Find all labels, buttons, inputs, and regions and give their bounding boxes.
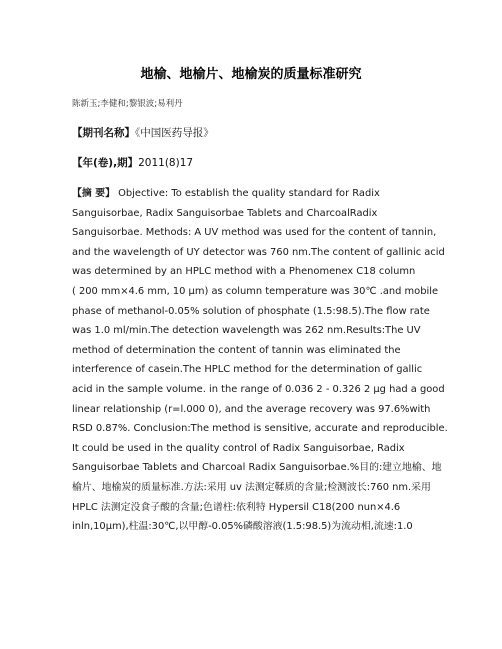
year-label: 【年(卷),期】 <box>72 157 139 169</box>
abstract-line-text: Objective: To establish the quality standard for Radix <box>118 188 380 199</box>
abstract-line: RSD 0.87%. Conclusion:The method is sensitive, accurate and reproducible. <box>72 423 448 435</box>
journal-row <box>72 125 214 140</box>
abstract-line: acid in the sample volume. in the range of 0.036 2 - 0.326 2 μg had a good <box>72 383 445 395</box>
abstract-line: 榆片、地榆炭的质量标准.方法:采用 uv 法测定鞣质的含量;检测波长:760 nm.采用 <box>72 481 431 493</box>
year-row <box>72 155 193 170</box>
abstract-line: Sanguisorbae. Methods: A UV method was used for the content of tannin, <box>72 227 437 239</box>
abstract-line: Sanguisorbae Tablets and Charcoal Radix Sanguisorbae.%目的:建立地榆、地 <box>72 462 442 474</box>
abstract-line: and the wavelength of UY detector was 760 nm.The content of gallinic acid <box>72 246 445 258</box>
abstract-label: 【摘 要】 <box>72 188 115 199</box>
abstract-block <box>72 184 448 537</box>
journal-label: 【期刊名称】 <box>72 127 135 139</box>
abstract-line: inln,10μm),柱温:30℃,以甲醇-0.05%磷酸溶液(1.5:98.5)为流动相,流速:1.0 <box>72 521 413 533</box>
abstract-line: linear relationship (r=l.000 0), and the average recovery was 97.6%with <box>72 403 431 415</box>
abstract-line: Sanguisorbae, Radix Sanguisorbae Tablets and CharcoalRadix <box>72 207 378 219</box>
abstract-line: phase of methanol-0.05% solution of phosphate (1.5:98.5).The flow rate <box>72 305 430 317</box>
abstract-line: It could be used in the quality control of Radix Sanguisorbae, Radix <box>72 442 405 454</box>
year-value: 2011(8)17 <box>138 157 194 169</box>
abstract-line: interference of casein.The HPLC method for the determination of gallic <box>72 364 423 376</box>
abstract-line: was determined by an HPLC method with a Phenomenex C18 column <box>72 266 416 278</box>
abstract-line: was 1.0 ml/min.The detection wavelength was 262 nm.Results:The UV <box>72 325 421 337</box>
abstract-line: method of determination the content of tannin was eliminated the <box>72 344 401 356</box>
journal-value: 《中国医药导报》 <box>135 127 214 139</box>
abstract-line <box>72 184 432 204</box>
document-authors: 陈新玉;李健和;黎银波;易利丹 <box>72 99 183 109</box>
abstract-line: HPLC 法测定没食子酸的含量;色谱柱:依利特 Hypersil C18(200 nun×4.6 <box>72 501 401 513</box>
document-title: 地榆、地榆片、地榆炭的质量标准研究 <box>140 67 362 82</box>
abstract-line: ( 200 mm×4.6 mm, 10 μm) as column temperature was 30℃ .and mobile <box>72 285 439 297</box>
